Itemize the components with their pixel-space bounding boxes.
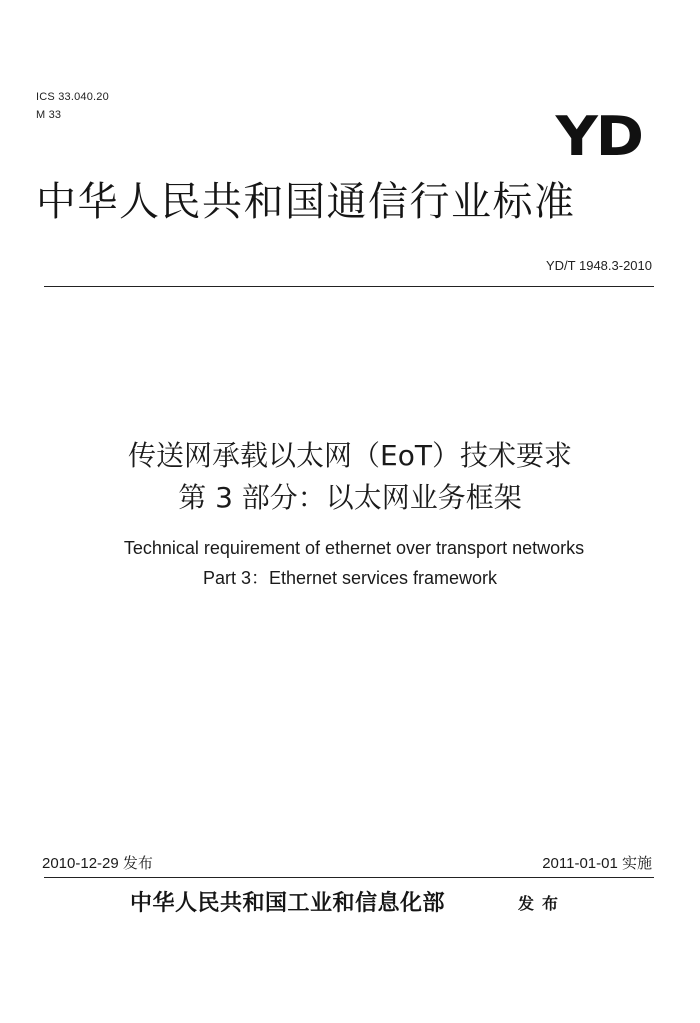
bottom-divider — [44, 877, 654, 878]
ccs-code: M 33 — [36, 109, 62, 121]
ics-code: ICS 33.040.20 — [36, 91, 109, 103]
title-chinese-line-1: 传送网承载以太网（EoT）技术要求 — [128, 439, 572, 472]
implementation-date: 2011-01-01 实施 — [542, 855, 652, 872]
title-english-line-2: Part 3：Ethernet services framework — [202, 568, 498, 588]
yd-logo: YD — [555, 105, 642, 168]
publish-label: 发布 — [518, 894, 567, 913]
issue-date: 2010-12-29 发布 — [42, 855, 153, 872]
publisher-name: 中华人民共和国工业和信息化部 — [130, 890, 446, 916]
title-chinese-line-2: 第 3 部分：以太网业务框架 — [178, 481, 522, 514]
standard-category-title: 中华人民共和国通信行业标准 — [36, 179, 576, 225]
top-divider — [44, 286, 654, 287]
title-english-line-1: Technical requirement of ethernet over transport networks — [123, 538, 585, 558]
standard-number: YD/T 1948.3-2010 — [546, 258, 652, 273]
